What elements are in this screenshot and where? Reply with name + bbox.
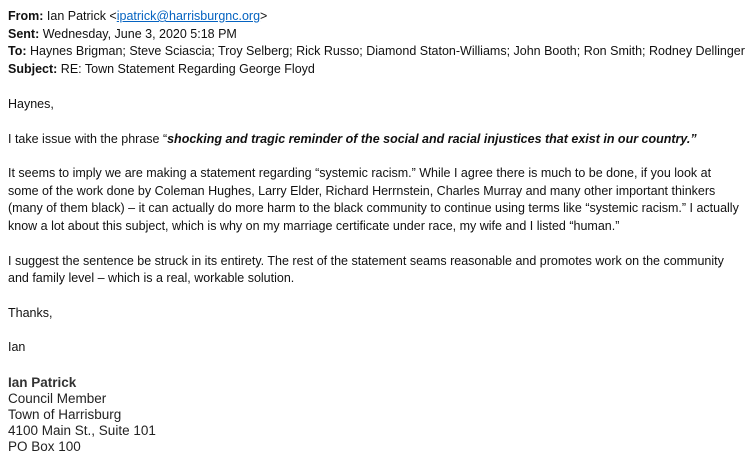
email-signature [8,375,744,455]
paragraph-1-intro: I take issue with the phrase “ [8,131,168,146]
signature-address: 4100 Main St., Suite 101 [8,422,156,438]
to-line [8,43,744,61]
paragraph-1 [8,131,744,149]
quoted-phrase: shocking and tragic reminder of the social and racial injustices that exist in our country.” [167,131,697,146]
paragraph-2: It seems to imply we are making a statement regarding “systemic racism.” While I agree there is much to be done, if you look at some of the work done by Coleman Hughes, Larry Elder, Richard Herrnstein, Charles Murray and many other important thinkers (many of them black) – it can actually do more harm to the black community to continue using terms like “systemic racism.” I actually know a lot about this subject, which is why on my marriage certificate under race, my wife and I listed “human.” [8,166,739,233]
from-close: > [260,9,268,23]
from-label: From: [8,9,44,23]
signature-title: Council Member [8,390,107,406]
subject-line [8,61,744,79]
to-label: To: [8,44,27,58]
email-message [8,8,744,455]
from-name: Ian Patrick < [46,9,117,23]
signature-org: Town of Harrisburg [8,406,122,422]
to-recipients: Haynes Brigman; Steve Sciascia; Troy Selberg; Rick Russo; Diamond Staton-Williams; John Booth; Ron Smith; Rodney Dellinger [30,44,745,58]
signature-name: Ian Patrick [8,374,77,390]
closing-name: Ian [8,340,26,355]
sent-value: Wednesday, June 3, 2020 5:18 PM [42,26,237,41]
from-line [8,8,744,26]
subject-label: Subject: [8,61,58,76]
thanks-line: Thanks, [8,305,53,320]
email-header [8,8,744,78]
sent-label: Sent: [8,26,40,41]
subject-value: RE: Town Statement Regarding George Floyd [60,61,315,76]
from-email-link[interactable]: ipatrick@harrisburgnc.org [116,9,261,23]
paragraph-3: I suggest the sentence be struck in its entirety. The rest of the statement seams reasonable and promotes work on the community and family level – which is a real, workable solution. [8,253,724,286]
sent-line [8,26,744,44]
greeting: Haynes, [8,97,54,111]
signature-po-box: PO Box 100 [8,438,81,454]
email-body [8,96,744,357]
